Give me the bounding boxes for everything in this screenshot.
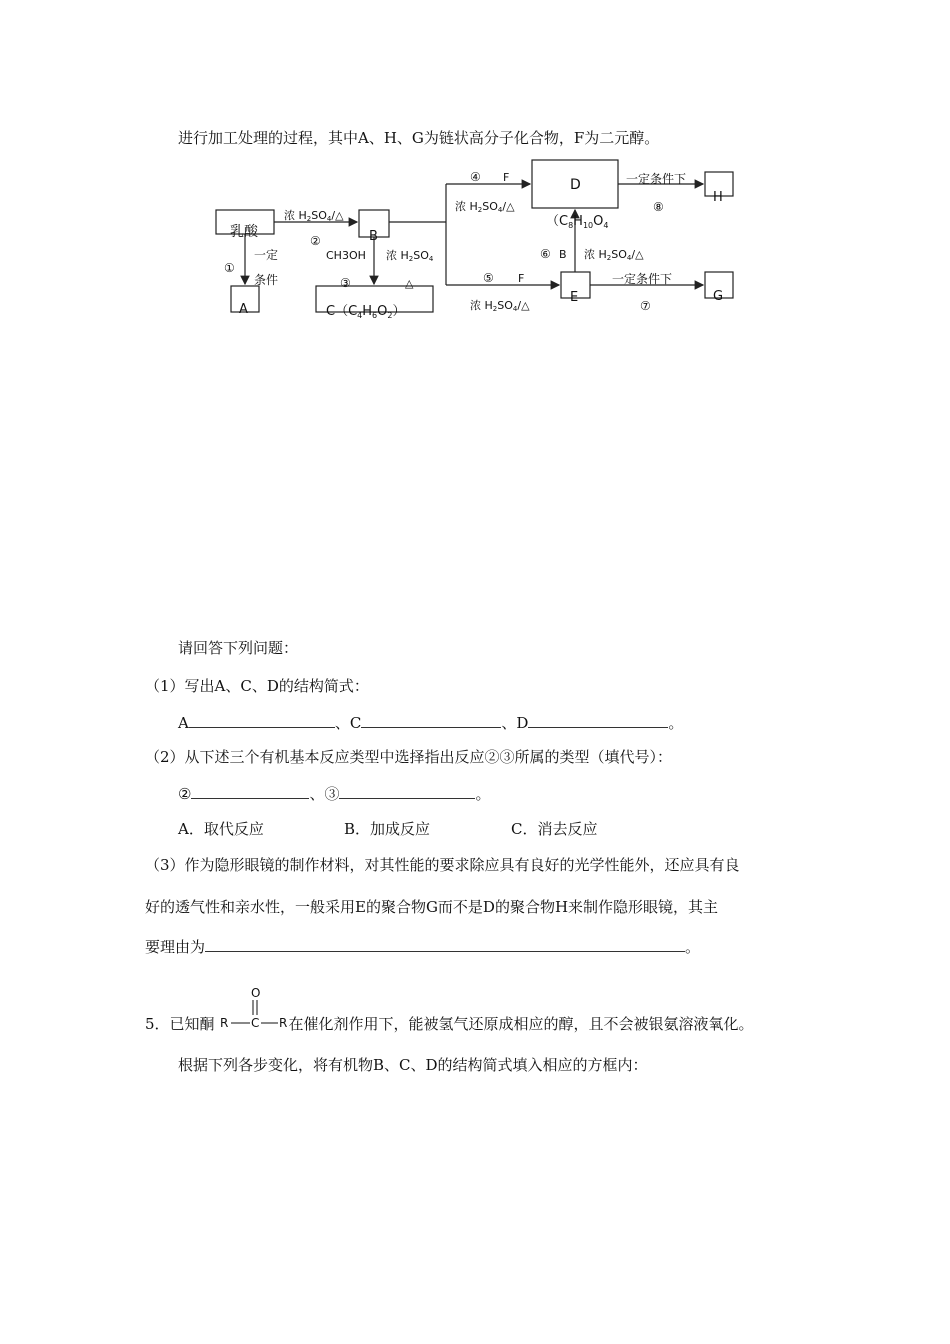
cond-yiding: 一定 xyxy=(254,248,279,262)
circ-6: ⑥ xyxy=(540,247,551,261)
label-h: H xyxy=(713,190,723,205)
ketone-r1: R xyxy=(220,1016,229,1030)
answer-blank-2[interactable] xyxy=(191,783,309,799)
ketone-r2: R xyxy=(279,1016,288,1030)
cond-lactic-to-b: 浓 H2SO4/△ xyxy=(284,209,344,223)
label-b: B xyxy=(369,229,378,244)
cond-ch3oh: CH3OH xyxy=(326,249,366,262)
cond-tiaojian: 条件 xyxy=(254,273,279,287)
label-c-formula: $C(C_4H_6O_2)$ xyxy=(326,304,406,320)
label-d: D xyxy=(570,177,581,193)
answer-blank-d[interactable] xyxy=(528,712,668,728)
answer-label-3: 、③ xyxy=(309,785,340,803)
cond-triangle: △ xyxy=(405,277,414,290)
question-3-line-3 xyxy=(145,936,700,957)
answer-period-3: 。 xyxy=(685,938,701,956)
label-lactic-acid: 乳酸 xyxy=(230,224,258,240)
option-b: B．加成反应 xyxy=(344,820,431,838)
question-3-reason-label: 要理由为 xyxy=(145,938,206,956)
question-2: （2）从下述三个有机基本反应类型中选择指出反应②③所属的类型（填代号）： xyxy=(145,748,673,766)
reaction-scheme-diagram xyxy=(0,0,950,340)
label-f2: F xyxy=(518,272,525,285)
circ-5: ⑤ xyxy=(483,271,494,285)
circ-4: ④ xyxy=(470,170,481,184)
answer-label-a: A xyxy=(178,714,189,732)
problem-5-prefix: 5．已知酮 xyxy=(145,1015,215,1033)
circ-1: ① xyxy=(224,261,235,275)
label-d-formula: （$C_8H_{10}O_4$ xyxy=(546,214,609,230)
answer-label-2: ② xyxy=(178,785,192,803)
label-a: A xyxy=(239,302,248,317)
cond-branch-to-d: 浓 H2SO4/△ xyxy=(455,200,515,214)
answer-label-d: 、D xyxy=(501,714,529,732)
cond-branch-to-e: 浓 H2SO4/△ xyxy=(470,299,530,313)
problem-5-text: 在催化剂作用下，能被氢气还原成相应的醇，且不会被银氨溶液氧化。 xyxy=(288,1015,754,1033)
ketone-oxygen: O xyxy=(251,986,261,1000)
cond-d-to-h: 一定条件下 xyxy=(626,172,687,186)
answer-label-c: 、C xyxy=(334,714,362,732)
question-1: （1）写出A、C、D的结构简式： xyxy=(145,677,369,695)
circ-2: ② xyxy=(310,234,321,248)
label-g: G xyxy=(713,289,724,304)
problem-5-line-2: 根据下列各步变化，将有机物B、C、D的结构简式填入相应的方框内： xyxy=(178,1056,648,1074)
label-b-reagent: B xyxy=(559,248,567,261)
answer-blank-a[interactable] xyxy=(189,712,335,728)
answer-blank-reason[interactable] xyxy=(205,936,685,952)
answer-period-2: 。 xyxy=(475,785,491,803)
cond-e-to-g: 一定条件下 xyxy=(612,272,673,286)
circ-7: ⑦ xyxy=(640,299,651,313)
answer-blank-3[interactable] xyxy=(339,783,475,799)
cond-e-to-d: 浓 H2SO4/△ xyxy=(584,248,644,262)
option-a: A．取代反应 xyxy=(178,820,264,838)
circ-8: ⑧ xyxy=(653,200,664,214)
option-c: C．消去反应 xyxy=(511,820,598,838)
label-e: E xyxy=(570,290,579,305)
question-2-answer-line xyxy=(178,783,490,804)
cond-b-to-c: 浓 H2SO4 xyxy=(386,249,434,263)
question-3-line-2: 好的透气性和亲水性，一般采用E的聚合物G而不是D的聚合物H来制作隐形眼镜，其主 xyxy=(145,898,719,916)
question-intro: 请回答下列问题： xyxy=(178,639,299,657)
label-f1: F xyxy=(503,171,510,184)
ketone-structure xyxy=(218,985,292,1035)
circ-3: ③ xyxy=(340,276,351,290)
ketone-carbon: C xyxy=(251,1016,260,1030)
question-1-answer-line xyxy=(178,712,683,733)
question-3-line-1: （3）作为隐形眼镜的制作材料，对其性能的要求除应具有良好的光学性能外，还应具有良 xyxy=(145,856,740,874)
intro-text: 进行加工处理的过程，其中A、H、G为链状高分子化合物，F为二元醇。 xyxy=(178,129,660,147)
answer-period-1: 。 xyxy=(668,714,684,732)
answer-blank-c[interactable] xyxy=(361,712,501,728)
